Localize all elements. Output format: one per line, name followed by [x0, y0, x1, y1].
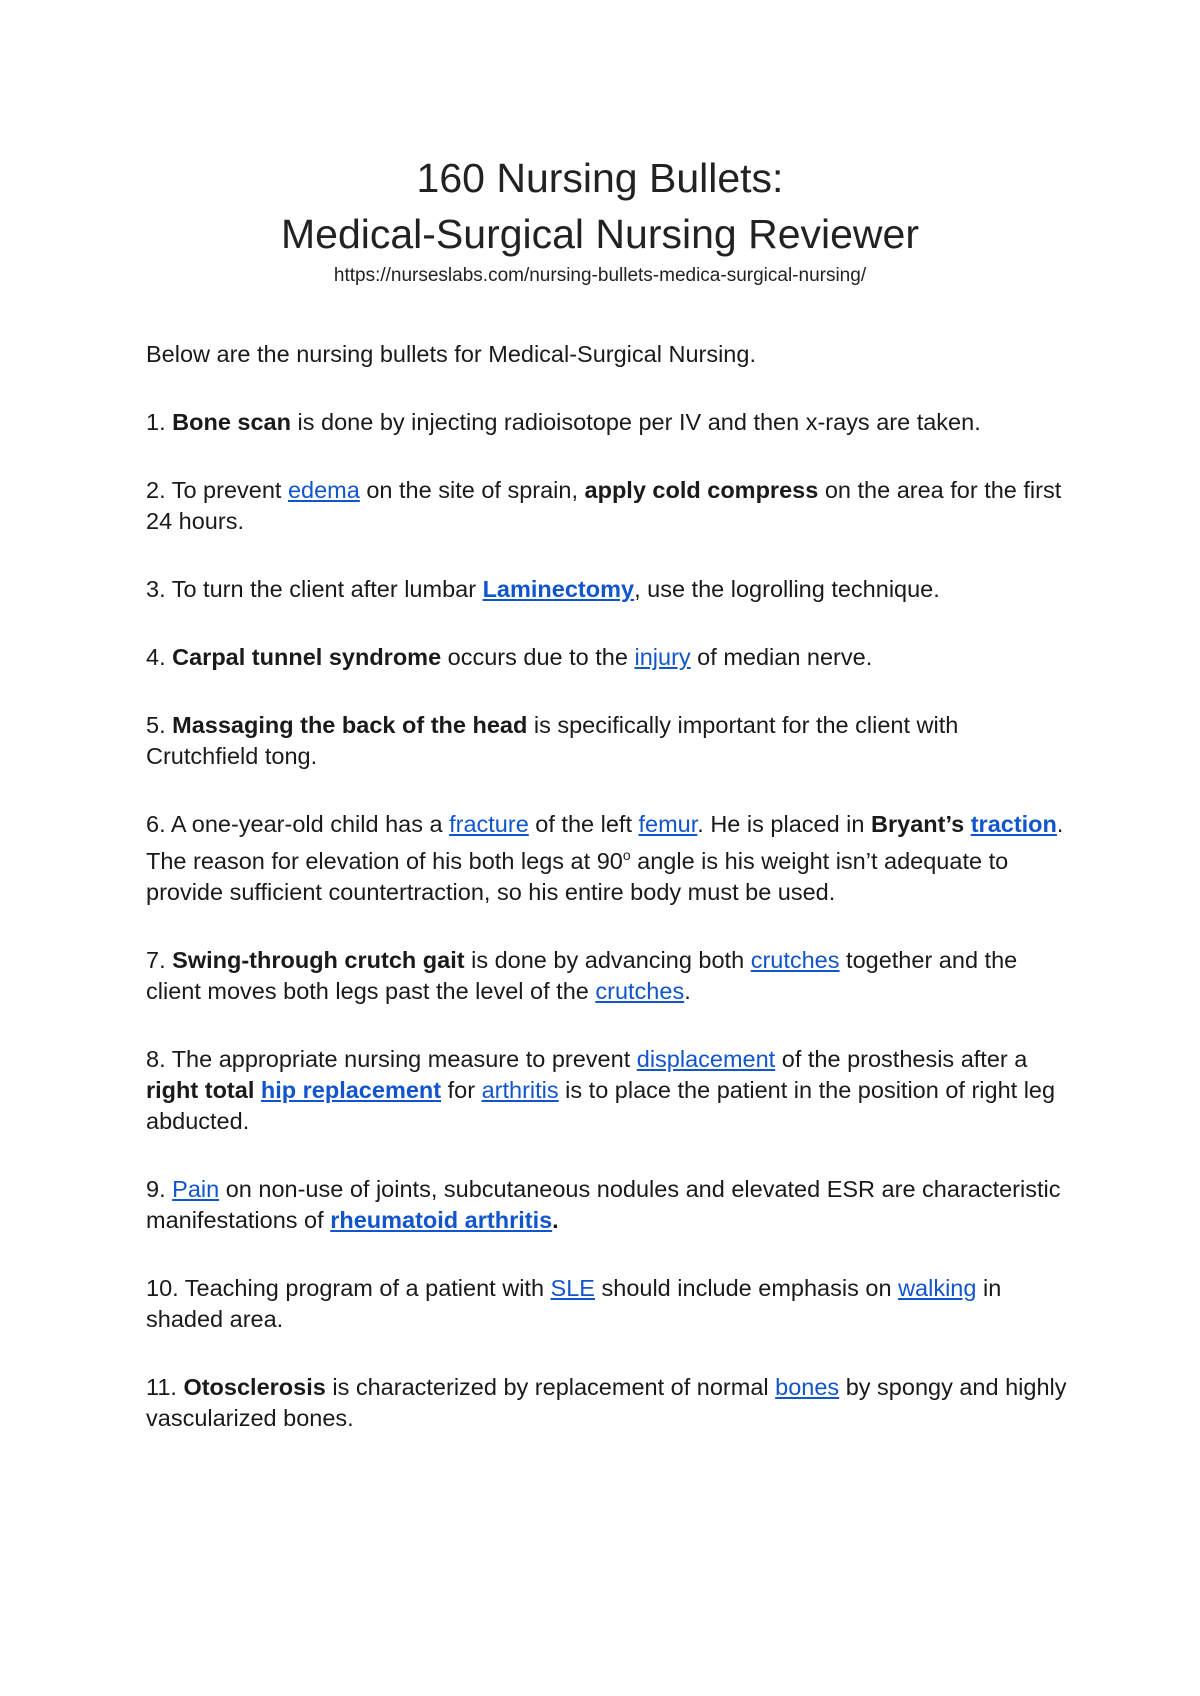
link-crutches[interactable]: crutches — [595, 978, 685, 1004]
bullet-text: by spongy and highly vascularized bones. — [146, 1374, 1067, 1431]
bullet-text: A one-year-old child has a — [170, 811, 450, 837]
bullet-item-6 — [146, 809, 1076, 908]
link-bones[interactable]: bones — [775, 1374, 840, 1400]
bullet-text: is to place the patient in the position of right leg abducted. — [146, 1077, 1056, 1134]
bullet-number: 8. — [146, 1046, 172, 1072]
document-header — [0, 150, 1200, 288]
bold-term: Bryant’s — [871, 811, 965, 837]
bullet-text: together and the client moves both legs past the level of the — [146, 947, 1018, 1004]
bullet-item-11 — [146, 1372, 1076, 1434]
bold-term: . — [552, 1207, 559, 1233]
bullet-number: 7. — [146, 947, 173, 973]
source-url: https://nurseslabs.com/nursing-bullets-medica-surgical-nursing/ — [333, 265, 867, 286]
link-laminectomy[interactable]: Laminectomy — [482, 576, 635, 602]
link-edema[interactable]: edema — [287, 477, 360, 503]
link-injury[interactable]: injury — [634, 644, 691, 670]
bullet-item-1 — [146, 407, 1076, 438]
bold-term: Otosclerosis — [183, 1374, 326, 1400]
page-title-line-1: 160 Nursing Bullets: — [416, 155, 784, 201]
bullet-text: To prevent — [171, 477, 288, 503]
bold-term: Carpal tunnel syndrome — [172, 644, 442, 670]
bold-term: Swing-through crutch gait — [172, 947, 465, 973]
bullet-text: is specifically important for the client with Crutchfield tong. — [146, 712, 959, 769]
bullet-item-3 — [146, 574, 1076, 605]
bullet-item-8 — [146, 1044, 1076, 1137]
bullet-item-5 — [146, 710, 1076, 772]
document-body — [146, 339, 1076, 1471]
bullet-text: is done by advancing both — [464, 947, 751, 973]
bullet-text: should include emphasis on — [594, 1275, 899, 1301]
bullet-text: on the site of sprain, — [359, 477, 585, 503]
bullet-text: , use the logrolling technique. — [634, 576, 940, 602]
bullet-number: 6. — [146, 811, 171, 837]
page-title-line-2: Medical-Surgical Nursing Reviewer — [280, 211, 919, 257]
bullet-item-9 — [146, 1174, 1076, 1236]
bold-term: apply cold compress — [584, 477, 819, 503]
bullet-text: Teaching program of a patient with — [184, 1275, 551, 1301]
link-traction[interactable]: traction — [970, 811, 1057, 837]
bullet-text: . — [684, 978, 691, 1004]
link-fracture[interactable]: fracture — [449, 811, 529, 837]
bullet-item-10 — [146, 1273, 1076, 1335]
bullet-number: 3. — [146, 576, 172, 602]
bold-term: Massaging the back of the head — [172, 712, 528, 738]
bullet-text: To turn the client after lumbar — [171, 576, 483, 602]
link-rheumatoid-arthritis[interactable]: rheumatoid arthritis — [330, 1207, 553, 1233]
bullet-text: on the area for the first 24 hours. — [146, 477, 1062, 534]
bullet-text: is characterized by replacement of normal — [325, 1374, 776, 1400]
bold-term: right total — [146, 1077, 255, 1103]
bold-term: Bone scan — [172, 409, 291, 435]
bullet-text: The appropriate nursing measure to prevent — [171, 1046, 637, 1072]
bullet-text: on non-use of joints, subcutaneous nodules and elevated ESR are characteristic manifestations of — [146, 1176, 1061, 1233]
bullet-item-7 — [146, 945, 1076, 1007]
link-sle[interactable]: SLE — [550, 1275, 595, 1301]
link-crutches[interactable]: crutches — [750, 947, 840, 973]
bullet-item-4 — [146, 642, 1076, 673]
bullet-text: is done by injecting radioisotope per IV and then x-rays are taken. — [290, 409, 981, 435]
bullet-number: 9. — [146, 1176, 173, 1202]
bullet-text: . The reason for elevation of his both legs at 90 — [146, 811, 1064, 874]
bullet-number: 10. — [146, 1275, 185, 1301]
link-displacement[interactable]: displacement — [636, 1046, 776, 1072]
bullet-text: of median nerve. — [690, 644, 873, 670]
link-femur[interactable]: femur — [638, 811, 698, 837]
bullet-item-2 — [146, 475, 1076, 537]
link-walking[interactable]: walking — [898, 1275, 977, 1301]
bullet-text: occurs due to the — [441, 644, 635, 670]
bullet-number: 2. — [146, 477, 172, 503]
link-arthritis[interactable]: arthritis — [481, 1077, 559, 1103]
bullet-number: 11. — [146, 1374, 184, 1400]
bullet-number: 5. — [146, 712, 173, 738]
bullet-number: 4. — [146, 644, 173, 670]
bullet-text: . He is placed in — [697, 811, 872, 837]
link-pain[interactable]: Pain — [172, 1176, 220, 1202]
bullet-text: of the prosthesis after a — [775, 1046, 1028, 1072]
bullet-text: in shaded area. — [146, 1275, 1002, 1332]
link-hip-replacement[interactable]: hip replacement — [260, 1077, 442, 1103]
bullet-text: of the left — [528, 811, 639, 837]
degree-symbol: o — [622, 847, 631, 863]
bullet-text: for — [441, 1077, 482, 1103]
bullet-text: angle is his weight isn’t adequate to provide sufficient countertraction, so his entire body must be used. — [146, 848, 1009, 905]
bullet-number: 1. — [146, 409, 173, 435]
intro-paragraph: Below are the nursing bullets for Medical-Surgical Nursing. — [146, 341, 756, 367]
